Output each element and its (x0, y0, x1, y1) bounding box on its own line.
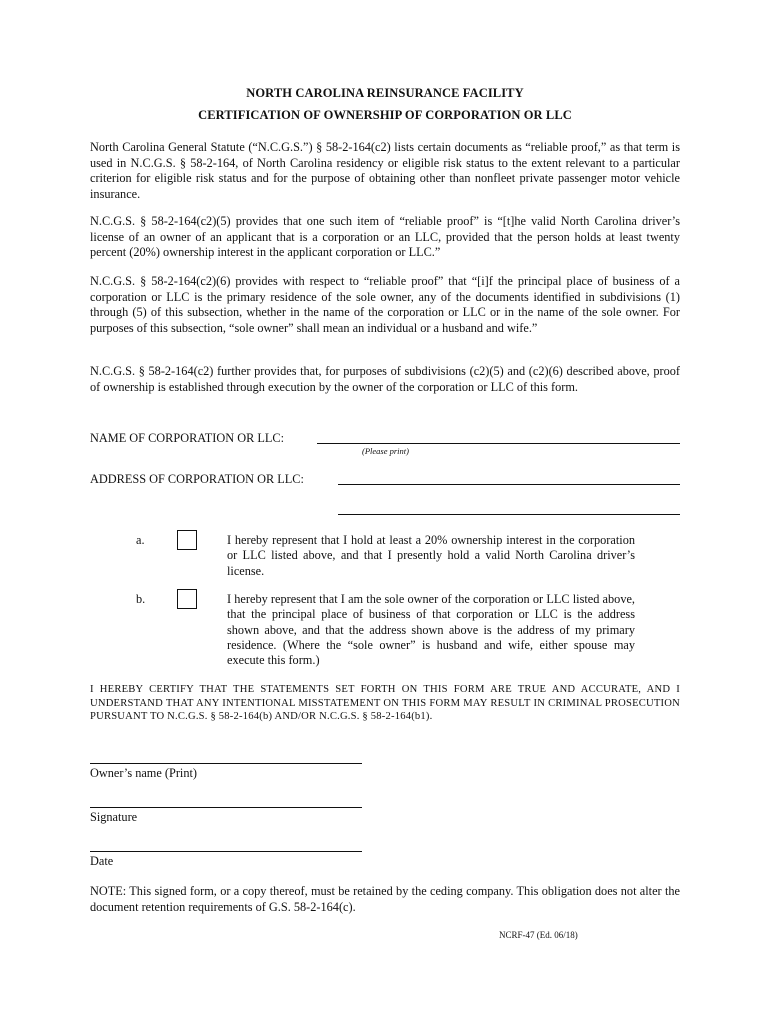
option-a-letter: a. (136, 533, 145, 547)
option-b-checkbox[interactable] (177, 589, 197, 609)
name-field-hint: (Please print) (362, 446, 409, 456)
name-field-label: NAME OF CORPORATION OR LLC: (90, 431, 285, 445)
option-b-text: I hereby represent that I am the sole owner of the corporation or LLC listed above, that the principal place of business of that corporation or LLC is the address shown above, and that the address shown above is the address of my primary residence. (Where the “sole owner” is husband and wife, either spouse may execute this form.) (227, 592, 635, 668)
date-line[interactable] (90, 851, 362, 852)
form-id: NCRF-47 (Ed. 06/18) (499, 930, 578, 940)
address-input-line-2[interactable] (338, 514, 680, 515)
option-b-letter: b. (136, 592, 146, 606)
page-subtitle: CERTIFICATION OF OWNERSHIP OF CORPORATION OR LLC (198, 108, 572, 122)
option-a-text: I hereby represent that I hold at least a 20% ownership interest in the corporation or LLC listed above, and that I presently hold a valid North Carolina driver’s license. (227, 533, 635, 578)
signature-line[interactable] (90, 807, 362, 808)
retention-note: NOTE: This signed form, or a copy thereof, must be retained by the ceding company. This obligation does not alter the document retention requirements of G.S. 58-2-164(c). (90, 884, 680, 914)
page-title: NORTH CAROLINA REINSURANCE FACILITY (246, 86, 524, 100)
statute-c2-6-paragraph: N.C.G.S. § 58-2-164(c2)(6) provides with respect to “reliable proof” that “[i]f the principal place of business of a corporation or LLC is the primary residence of the sole owner, any of the documents identified in subdivisions (1) through (5) of this subsection, whether in the name of the corporation or LLC or in the name of the sole owner. For purposes of this subsection, “sole owner” shall mean an individual or a husband and wife.” (90, 274, 680, 335)
name-input-line[interactable] (317, 443, 680, 444)
owner-name-label: Owner’s name (Print) (90, 766, 198, 780)
certification-statement: I HEREBY CERTIFY THAT THE STATEMENTS SET FORTH ON THIS FORM ARE TRUE AND ACCURATE, AND I UNDERSTAND THAT ANY INTENTIONAL MISSTATEMENT ON THIS FORM MAY RESULT IN CRIMINAL PROSECUTION PURSUANT TO N.C.G.S. § 58-2-164(b) AND/OR N.C.G.S. § 58-2-164(b1). (90, 684, 680, 723)
option-a-checkbox[interactable] (177, 530, 197, 550)
statute-c2-5-paragraph: N.C.G.S. § 58-2-164(c2)(5) provides that one such item of “reliable proof” is “[t]he valid North Carolina driver’s license of an owner of an applicant that is a corporation or an LLC, provided that the person holds at least twenty percent (20%) ownership interest in the applicant corporation or LLC.” (90, 214, 680, 259)
date-label: Date (90, 854, 114, 868)
intro-paragraph: North Carolina General Statute (“N.C.G.S.”) § 58-2-164(c2) lists certain documents as “reliable proof,” as that term is used in N.C.G.S. § 58-2-164, of North Carolina residency or eligible risk status to the extent relevant to a particular criterion for eligible risk status and for the purpose of obtaining other than nonfleet private passenger motor vehicle insurance. (90, 140, 680, 201)
address-input-line-1[interactable] (338, 484, 680, 485)
proof-of-ownership-paragraph: N.C.G.S. § 58-2-164(c2) further provides that, for purposes of subdivisions (c2)(5) and (c2)(6) described above, proof of ownership is established through execution by the owner of the corporation or LLC of this form. (90, 364, 680, 394)
owner-name-line[interactable] (90, 763, 362, 764)
address-field-label: ADDRESS OF CORPORATION OR LLC: (90, 472, 304, 486)
signature-label: Signature (90, 810, 138, 824)
